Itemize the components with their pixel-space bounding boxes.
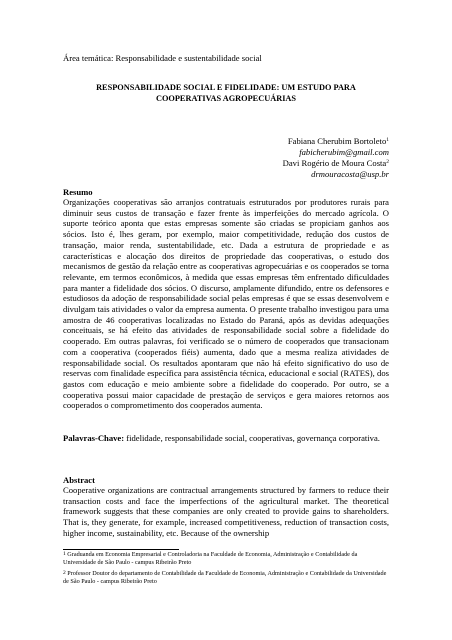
author-1-note: 1	[386, 137, 389, 143]
resumo-text: Organizações cooperativas são arranjos contratuais estruturados por produtores rurais para diminuir seus custos de transação e fazer frente às imperfeições do mercado agrícola. O suporte teórico aponta que estas empresas somente são criadas se propiciam ganhos aos sócios. Isto é, lhes geram, por exemplo, maior competitividade, redução dos custos de transação, maior renda, sustentabilidade, etc. Dada a estrutura de propriedade e as características e alocação dos direitos de propriedade das cooperativas, o estudo dos mecanismos de gestão da relação entre as cooperativas agropecuárias e os cooperados se torna relevante, em termos econômicos, à medida que essas empresas têm enfrentado dificuldades para manter a fidelidade dos sócios. O discurso, amplamente difundido, entre os defensores e estudiosos da adoção de responsabilidade social pelas empresas é que se essas desenvolvem e divulgam tais atividades o valor da empresa aumenta. O presente trabalho investigou para uma amostra de 46 cooperativas localizadas no Estado do Paraná, após as devidas adequações conceituais, se há efeito das atividades de responsabilidade social sobre a fidelidade do cooperado. Em outras palavras, foi verificado se o número de cooperados que transacionam com a cooperativa (cooperados fiéis) aumenta, dado que a mesma realiza atividades de responsabilidade social. Os resultados apontaram que não há efeito significativo do uso de reservas com finalidade específica para assistência técnica, educacional e social (RATES), dos gastos com educação e meio ambiente sobre a fidelidade do cooperado. Por outro, se a cooperativa possui maior capacidade de prestação de serviços e gera maiores retornos aos cooperados o comprometimento dos cooperados aumenta.	[63, 197, 389, 411]
abstract-heading: Abstract	[63, 475, 95, 485]
abstract-text: Cooperative organizations are contractual arrangements structured by farmers to reduce their transaction costs and face the imperfections of the agricultural market. The theoretical framework suggests that these companies are only created to provide gains to shareholders. That is, they generate, for example, increased competitiveness, reduction of transaction costs, higher income, sustainability, etc. Because of the ownership	[63, 485, 389, 538]
footnote-2: $^2$ Professor Doutor do departamento de Contabilidade da Faculdade de Economia, Administração e Contabilidade da Universidade de São Paulo - campus Ribeirão Preto	[63, 570, 387, 585]
authors-block	[283, 136, 389, 180]
footnote-separator	[63, 549, 179, 550]
author-1-name: Fabiana Cherubim Bortoleto$^1$	[287, 136, 389, 146]
author-1-email: fabicherubim@gmail.com	[299, 147, 389, 157]
keywords	[63, 433, 389, 444]
keywords-text: fidelidade, responsabilidade social, cooperativas, governança corporativa.	[126, 433, 380, 443]
footnote-1: $^1$ Graduanda em Economia Empresarial e Controladoria na Faculdade de Economia, Administração e Contabilidade da Universidade de São Paulo - campus Ribeirão Preto	[63, 551, 358, 566]
title-line-2: COOPERATIVAS AGROPECUÁRIAS	[155, 94, 297, 103]
thematic-area: Área temática: Responsabilidade e sustentabilidade social	[63, 53, 262, 63]
resumo-heading: Resumo	[63, 187, 93, 197]
author-2-name: Davi Rogério de Moura Costa$^2$	[282, 158, 389, 168]
keywords-label: Palavras-Chave:	[63, 433, 125, 443]
title-line-1: RESPONSABILIDADE SOCIAL E FIDELIDADE: UM ESTUDO PARA	[96, 83, 356, 92]
author-2-note: 2	[386, 159, 389, 165]
author-2-email: drmouracosta@usp.br	[311, 169, 389, 179]
paper-title	[63, 82, 389, 104]
